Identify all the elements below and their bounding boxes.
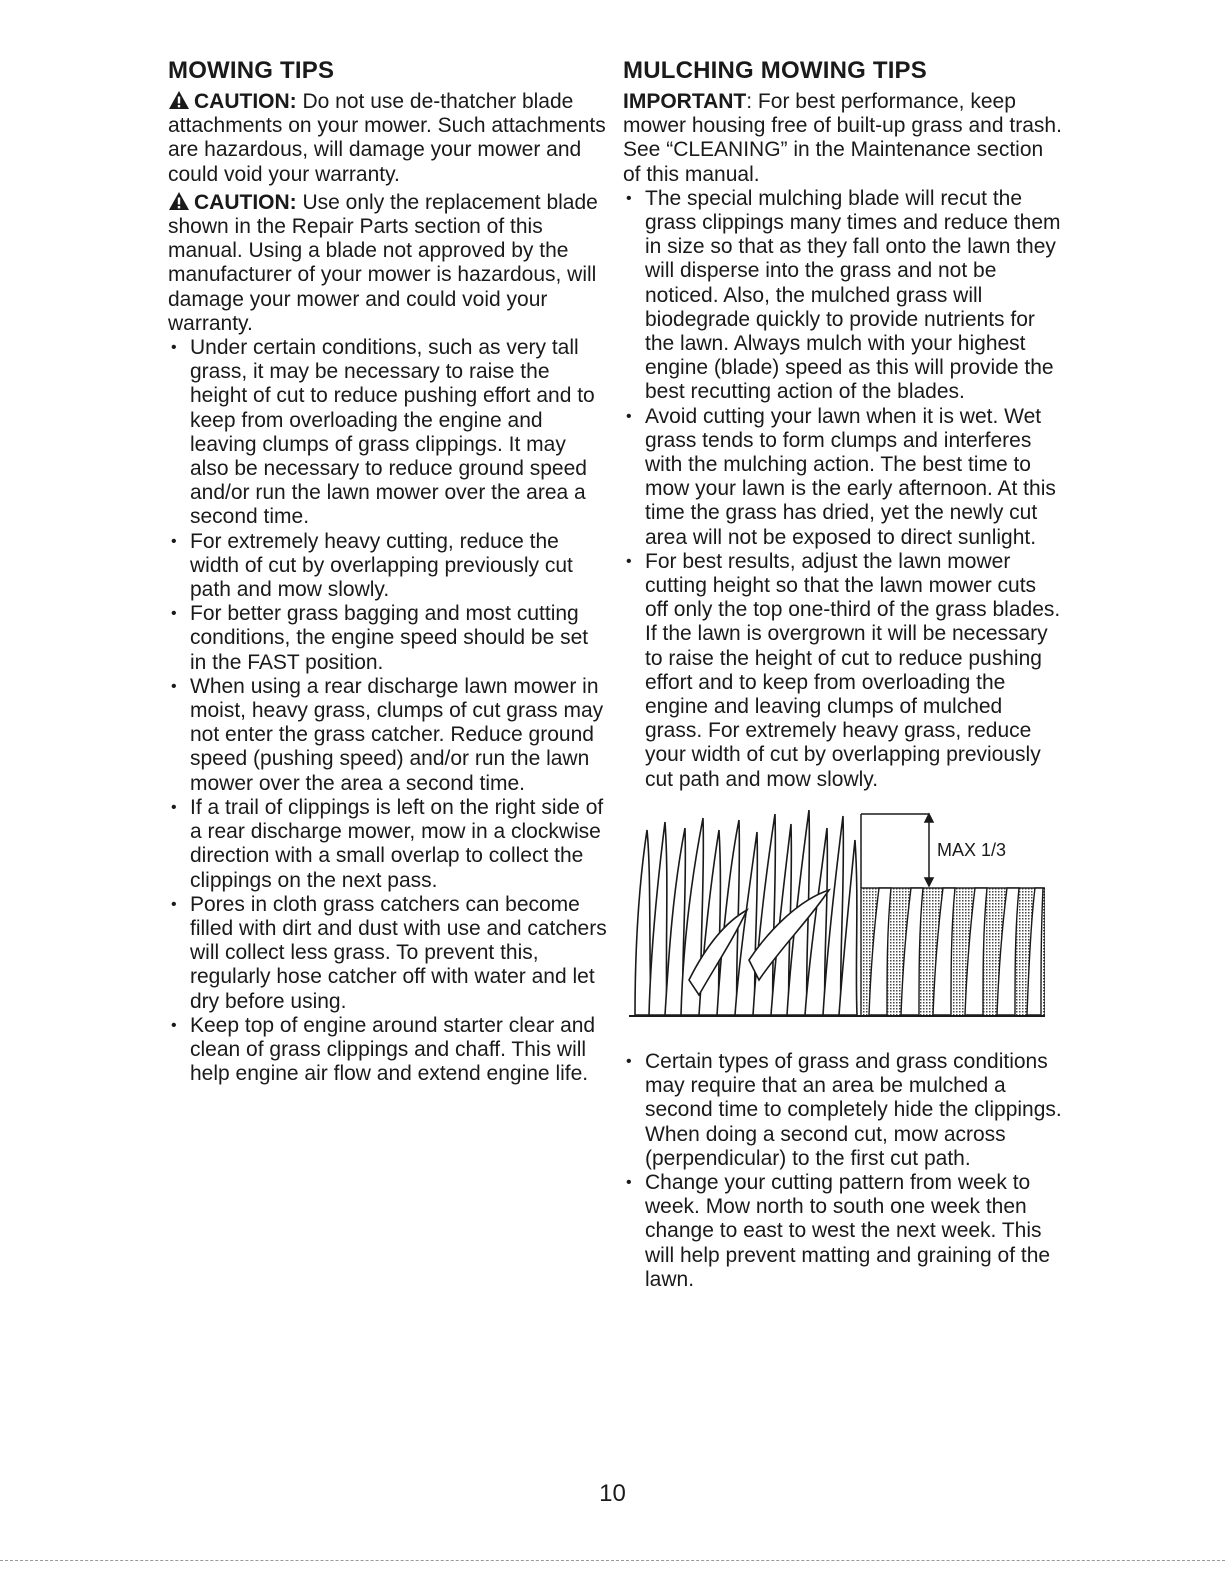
caution-label: CAUTION:: [194, 190, 297, 214]
bullet-icon: •: [171, 895, 177, 913]
list-item: • Pores in cloth grass catchers can become filled with dirt and dust with use and catchers will collect less grass. To prevent this, regularly hose catcher off with water and let dry before using.: [171, 892, 607, 1013]
bullet-icon: •: [626, 189, 632, 207]
max-one-third-label: MAX 1/3: [937, 839, 1007, 860]
mulching-tips-heading: MULCHING MOWING TIPS: [623, 57, 927, 84]
left-column: [168, 56, 608, 1086]
important-text: : For best performance, keep mower housing free of built-up grass and trash. See “CLEANING” in the Maintenance section of this manual.: [623, 90, 1062, 186]
list-item: • If a trail of clippings is left on the right side of a rear discharge mower, mow in a clockwise direction with a small overlap to collect the clippings on the next pass.: [171, 795, 604, 892]
grass-cutting-height-illustration: [629, 810, 1045, 1020]
caution-paragraph-2: [168, 191, 608, 336]
caution-paragraph-1: [168, 90, 608, 187]
bullet-icon: •: [171, 677, 177, 695]
important-label: IMPORTANT: [623, 90, 747, 113]
caution-text: Do not use de-thatcher blade attachments on your mower. Such attachments are hazardous, will damage your mower and could void your warranty.: [168, 90, 606, 186]
warning-triangle-icon: [168, 90, 190, 110]
tall-grass-blades: [635, 810, 857, 1015]
list-item: • Avoid cutting your lawn when it is wet. Wet grass tends to form clumps and interferes with the mulching action. The best time to mow your lawn is the early afternoon. At this time the grass has dried, yet the newly cut area will not be exposed to direct sunlight.: [626, 404, 1056, 549]
bullet-icon: •: [626, 552, 632, 570]
mowing-tips-list: [168, 336, 608, 1086]
list-item: • The special mulching blade will recut the grass clippings many times and reduce them in size so that as they fall onto the lawn they will disperse into the grass and not be noticed. Also, the mulched grass will biodegrade quickly to provide nutrients for the lawn. Always mulch with your highest engine (blade) speed as this will provide the best recutting action of the blades.: [626, 186, 1061, 404]
list-item: • For extremely heavy cutting, reduce the width of cut by overlapping previously cut path and mow slowly.: [171, 529, 573, 602]
list-item: • For best results, adjust the lawn mower cutting height so that the lawn mower cuts off only the top one-third of the grass blades. If the lawn is overgrown it will be necessary to raise the height of cut to reduce pushing effort and to keep from overloading the engine and leaving clumps of mulched grass. For extremely heavy grass, reduce your width of cut by overlapping previously cut path and mow slowly.: [626, 549, 1061, 791]
caution-text: Use only the replacement blade shown in the Repair Parts section of this manual. Using a blade not approved by the manufacturer of your mower is hazardous, will damage your mower and could void your warranty.: [168, 190, 598, 335]
right-column: [623, 56, 1063, 1292]
warning-triangle-icon: [168, 191, 190, 211]
list-item: • Certain types of grass and grass conditions may require that an area be mulched a second time to completely hide the clippings. When doing a second cut, mow across (perpendicular) to the first cut path.: [626, 1049, 1062, 1170]
bullet-icon: •: [626, 1052, 632, 1070]
important-paragraph: [623, 90, 1063, 187]
mulching-tips-list-continued: [623, 1050, 1063, 1292]
page-number: 10: [599, 1480, 626, 1507]
bullet-icon: •: [171, 1016, 177, 1034]
bullet-icon: •: [171, 339, 177, 357]
list-item: • Under certain conditions, such as very tall grass, it may be necessary to raise the height of cut to reduce pushing effort and to keep from overloading the engine and leaving clumps of grass clippings. It may also be necessary to reduce ground speed and/or run the lawn mower over the area a second time.: [171, 336, 595, 529]
page-bottom-rule: [0, 1560, 1225, 1561]
caution-label: CAUTION:: [194, 90, 297, 113]
list-item: • Change your cutting pattern from week to week. Mow north to south one week then change to east to west the next week. This will help prevent matting and graining of the lawn.: [626, 1170, 1051, 1291]
cut-grass-blades: [861, 888, 1045, 1016]
list-item: • For better grass bagging and most cutting conditions, the engine speed should be set in the FAST position.: [171, 602, 589, 674]
mulching-tips-list: [623, 187, 1063, 792]
bullet-icon: •: [171, 798, 177, 816]
bullet-icon: •: [171, 532, 177, 550]
list-item: • Keep top of engine around starter clear and clean of grass clippings and chaff. This will help engine air flow and extend engine life.: [171, 1013, 596, 1086]
bullet-icon: •: [626, 1173, 632, 1191]
bullet-icon: •: [626, 407, 632, 425]
list-item: • When using a rear discharge lawn mower in moist, heavy grass, clumps of cut grass may not enter the grass catcher. Reduce ground speed (pushing speed) and/or run the lawn mower over the area a second time.: [171, 674, 604, 795]
bullet-icon: •: [171, 605, 177, 623]
mowing-tips-heading: MOWING TIPS: [168, 57, 335, 84]
height-marker: [861, 814, 933, 888]
